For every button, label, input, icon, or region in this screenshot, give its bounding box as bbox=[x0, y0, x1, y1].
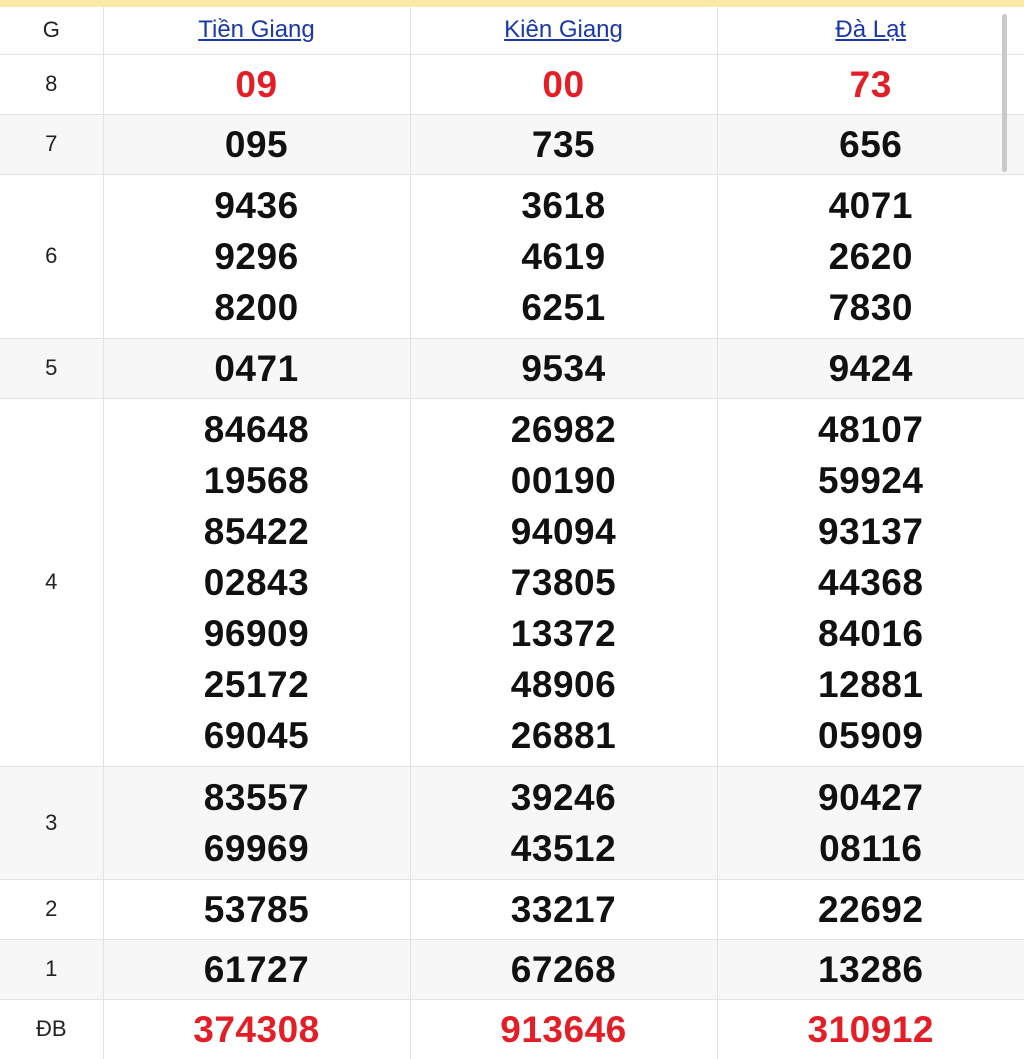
prize-number: 84648 bbox=[203, 408, 310, 450]
prize-number: 67268 bbox=[510, 948, 617, 990]
prize-number: 69969 bbox=[203, 827, 310, 869]
result-cell bbox=[410, 879, 717, 939]
result-cell bbox=[103, 174, 410, 338]
table-row bbox=[0, 174, 1024, 338]
prize-number: 39246 bbox=[510, 776, 617, 818]
result-cell bbox=[410, 939, 717, 999]
province-header-da-lat bbox=[717, 7, 1024, 54]
result-cell bbox=[103, 338, 410, 398]
result-cell bbox=[410, 766, 717, 879]
result-cell bbox=[410, 114, 717, 174]
prize-number: 00 bbox=[542, 63, 585, 105]
lottery-results-table bbox=[0, 7, 1024, 1059]
prize-number: 26982 bbox=[510, 408, 617, 450]
prize-number: 6251 bbox=[521, 286, 606, 328]
prize-number: 735 bbox=[531, 123, 596, 165]
prize-number: 25172 bbox=[203, 663, 310, 705]
prize-number: 96909 bbox=[203, 612, 310, 654]
result-cell bbox=[717, 174, 1024, 338]
table-row bbox=[0, 398, 1024, 766]
result-cell bbox=[717, 398, 1024, 766]
prize-number: 8200 bbox=[214, 286, 299, 328]
table-row bbox=[0, 338, 1024, 398]
result-cell bbox=[103, 114, 410, 174]
prize-number: 2620 bbox=[828, 235, 913, 277]
grade-label: 1 bbox=[0, 939, 103, 999]
grade-label: 8 bbox=[0, 54, 103, 114]
prize-number: 83557 bbox=[203, 776, 310, 818]
result-cell bbox=[103, 766, 410, 879]
table-header-row bbox=[0, 7, 1024, 54]
prize-number: 93137 bbox=[818, 510, 924, 552]
prize-number: 84016 bbox=[818, 612, 924, 654]
table-row bbox=[0, 999, 1024, 1059]
prize-number: 4619 bbox=[521, 235, 606, 277]
prize-number: 44368 bbox=[818, 561, 924, 603]
prize-number: 53785 bbox=[203, 888, 310, 930]
result-cell bbox=[410, 338, 717, 398]
prize-number: 61727 bbox=[203, 948, 310, 990]
grade-label: 5 bbox=[0, 338, 103, 398]
table-row bbox=[0, 879, 1024, 939]
province-header-kien-giang bbox=[410, 7, 717, 54]
prize-number: 73 bbox=[849, 63, 892, 105]
result-cell bbox=[717, 879, 1024, 939]
prize-number: 9534 bbox=[521, 347, 606, 389]
province-link-da-lat[interactable]: Đà Lạt bbox=[835, 16, 907, 44]
prize-number: 0471 bbox=[214, 347, 299, 389]
top-accent-bar bbox=[0, 0, 1024, 7]
prize-number: 33217 bbox=[510, 888, 617, 930]
table-row bbox=[0, 939, 1024, 999]
result-cell bbox=[410, 999, 717, 1059]
result-cell bbox=[103, 879, 410, 939]
prize-number: 095 bbox=[224, 123, 289, 165]
province-link-kien-giang[interactable]: Kiên Giang bbox=[504, 16, 623, 44]
prize-number: 22692 bbox=[818, 888, 924, 930]
special-prize-number: 310912 bbox=[807, 1008, 934, 1050]
table-row bbox=[0, 766, 1024, 879]
prize-number: 02843 bbox=[203, 561, 310, 603]
prize-number: 48107 bbox=[818, 408, 924, 450]
grade-label: 3 bbox=[0, 766, 103, 879]
result-cell bbox=[717, 338, 1024, 398]
grade-label: 2 bbox=[0, 879, 103, 939]
grade-label: 4 bbox=[0, 398, 103, 766]
grade-label: ĐB bbox=[0, 999, 103, 1059]
prize-number: 13372 bbox=[510, 612, 617, 654]
prize-number: 3618 bbox=[521, 184, 606, 226]
prize-number: 08116 bbox=[819, 827, 923, 869]
result-cell bbox=[717, 54, 1024, 114]
prize-number: 7830 bbox=[828, 286, 913, 328]
prize-number: 05909 bbox=[818, 714, 924, 756]
prize-number: 69045 bbox=[203, 714, 310, 756]
prize-number: 59924 bbox=[818, 459, 924, 501]
prize-number: 94094 bbox=[510, 510, 617, 552]
result-cell bbox=[717, 999, 1024, 1059]
prize-number: 13286 bbox=[818, 948, 924, 990]
table-row bbox=[0, 114, 1024, 174]
prize-number: 9296 bbox=[214, 235, 299, 277]
result-cell bbox=[717, 114, 1024, 174]
prize-number: 19568 bbox=[203, 459, 310, 501]
result-cell bbox=[410, 174, 717, 338]
result-cell bbox=[410, 398, 717, 766]
prize-number: 26881 bbox=[510, 714, 617, 756]
prize-number: 43512 bbox=[510, 827, 617, 869]
prize-number: 85422 bbox=[203, 510, 310, 552]
grade-label: 7 bbox=[0, 114, 103, 174]
province-header-tien-giang bbox=[103, 7, 410, 54]
special-prize-number: 374308 bbox=[193, 1008, 320, 1050]
grade-label: 6 bbox=[0, 174, 103, 338]
result-cell bbox=[103, 398, 410, 766]
result-cell bbox=[717, 939, 1024, 999]
prize-number: 90427 bbox=[818, 776, 924, 818]
prize-number: 4071 bbox=[828, 184, 913, 226]
scrollbar-thumb[interactable] bbox=[1002, 14, 1007, 172]
prize-number: 09 bbox=[235, 63, 278, 105]
result-cell bbox=[103, 939, 410, 999]
prize-number: 73805 bbox=[510, 561, 617, 603]
special-prize-number: 913646 bbox=[500, 1008, 627, 1050]
prize-number: 9436 bbox=[214, 184, 299, 226]
prize-number: 656 bbox=[839, 123, 903, 165]
province-link-tien-giang[interactable]: Tiền Giang bbox=[198, 16, 315, 44]
prize-number: 12881 bbox=[818, 663, 924, 705]
prize-number: 9424 bbox=[828, 347, 913, 389]
prize-number: 48906 bbox=[510, 663, 617, 705]
result-cell bbox=[103, 999, 410, 1059]
grade-column-header: G bbox=[0, 7, 103, 54]
result-cell bbox=[103, 54, 410, 114]
result-cell bbox=[410, 54, 717, 114]
table-row bbox=[0, 54, 1024, 114]
result-cell bbox=[717, 766, 1024, 879]
prize-number: 00190 bbox=[510, 459, 617, 501]
